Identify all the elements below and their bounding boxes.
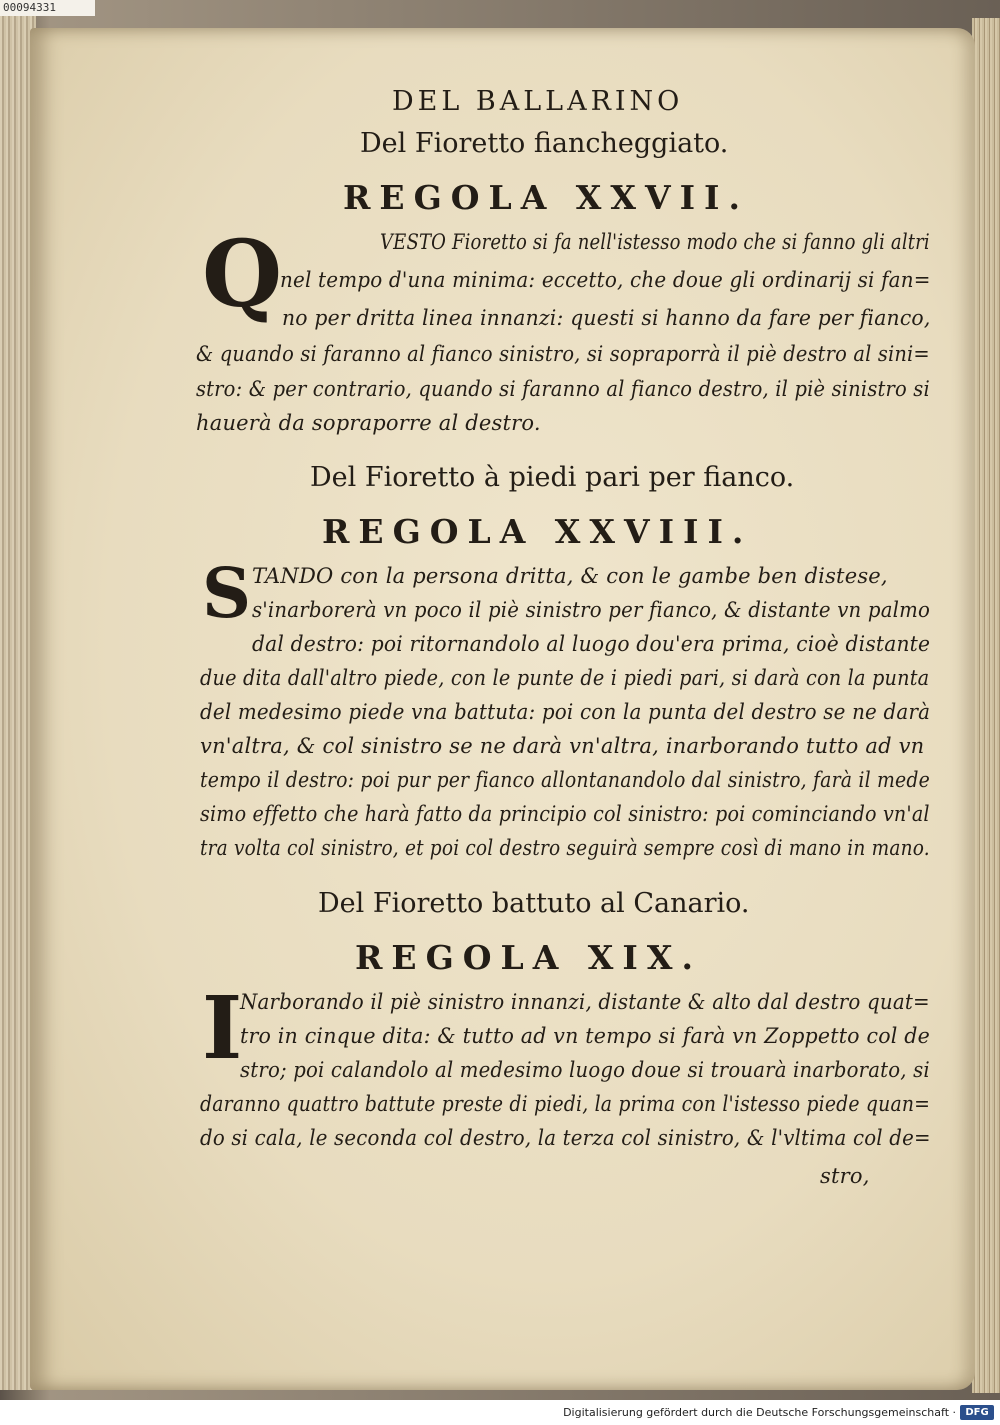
text-line: no per dritta linea innanzi: questi si hanno da fare per fianco, <box>282 306 931 330</box>
text-line: daranno quattro battute preste di piedi, la prima con l'istesso piede quan= <box>200 1092 931 1116</box>
drop-capital: Q <box>202 220 283 328</box>
text-line: Narborando il piè sinistro innanzi, distante & alto dal destro quat= <box>240 990 930 1014</box>
text-line: & quando si faranno al fianco sinistro, si sopraporrà il piè destro al sini= <box>196 342 930 366</box>
section-title: Del Fioretto à piedi pari per fianco. <box>310 462 795 493</box>
text-line: due dita dall'altro piede, con le punte de i piedi pari, si darà con la punta <box>200 666 930 690</box>
scan-id: 00094331 <box>0 0 95 16</box>
running-head: DEL BALLARINO <box>392 86 684 117</box>
section-title: Del Fioretto battuto al Canario. <box>318 888 750 919</box>
catchword: stro, <box>820 1164 870 1188</box>
text-line: do si cala, le seconda col destro, la terza col sinistro, & l'vltima col de= <box>200 1126 931 1150</box>
text-line: TANDO con la persona dritta, & con le gambe ben distese, <box>252 564 888 588</box>
funding-credit: Digitalisierung gefördert durch die Deutsche Forschungsgemeinschaft · <box>563 1406 956 1419</box>
text-line: nel tempo d'una minima: eccetto, che doue gli ordinarij si fan= <box>280 268 931 292</box>
text-line: tro in cinque dita: & tutto ad vn tempo si farà vn Zoppetto col de <box>240 1024 930 1048</box>
text-line: stro; poi calandolo al medesimo luogo doue si trouarà inarborato, si <box>240 1058 930 1082</box>
text-line: dal destro: poi ritornandolo al luogo dou'era prima, cioè distante <box>252 632 931 656</box>
text-line: vn'altra, & col sinistro se ne darà vn'altra, inarborando tutto ad vn <box>200 734 925 758</box>
right-page-edges <box>972 18 1000 1393</box>
drop-capital: I <box>202 978 243 1079</box>
text-line: tempo il destro: poi pur per fianco allontanandolo dal sinistro, farà il mede <box>200 768 930 792</box>
text-line: hauerà da sopraporre al destro. <box>196 411 541 435</box>
rule-heading: REGOLA XIX. <box>355 938 702 977</box>
dfg-logo-icon: DFG <box>960 1405 994 1420</box>
text-line: simo effetto che harà fatto da principio col sinistro: poi cominciando vn'al <box>200 802 930 826</box>
rule-heading: REGOLA XXVIII. <box>322 512 753 551</box>
text-line: s'inarborerà vn poco il piè sinistro per fianco, & distante vn palmo <box>252 598 931 622</box>
text-line: VESTO Fioretto si fa nell'istesso modo che si fanno gli altri <box>380 230 930 254</box>
drop-capital: S <box>202 554 252 634</box>
section-title: Del Fioretto fiancheggiato. <box>360 128 729 159</box>
text-line: tra volta col sinistro, et poi col destro seguirà sempre così di mano in mano. <box>200 836 930 860</box>
text-line: del medesimo piede vna battuta: poi con la punta del destro se ne darà <box>200 700 931 724</box>
text-line: stro: & per contrario, quando si faranno al fianco destro, il piè sinistro si <box>196 377 930 401</box>
rule-heading: REGOLA XXVII. <box>343 178 749 217</box>
footer-bar <box>0 1400 1000 1425</box>
